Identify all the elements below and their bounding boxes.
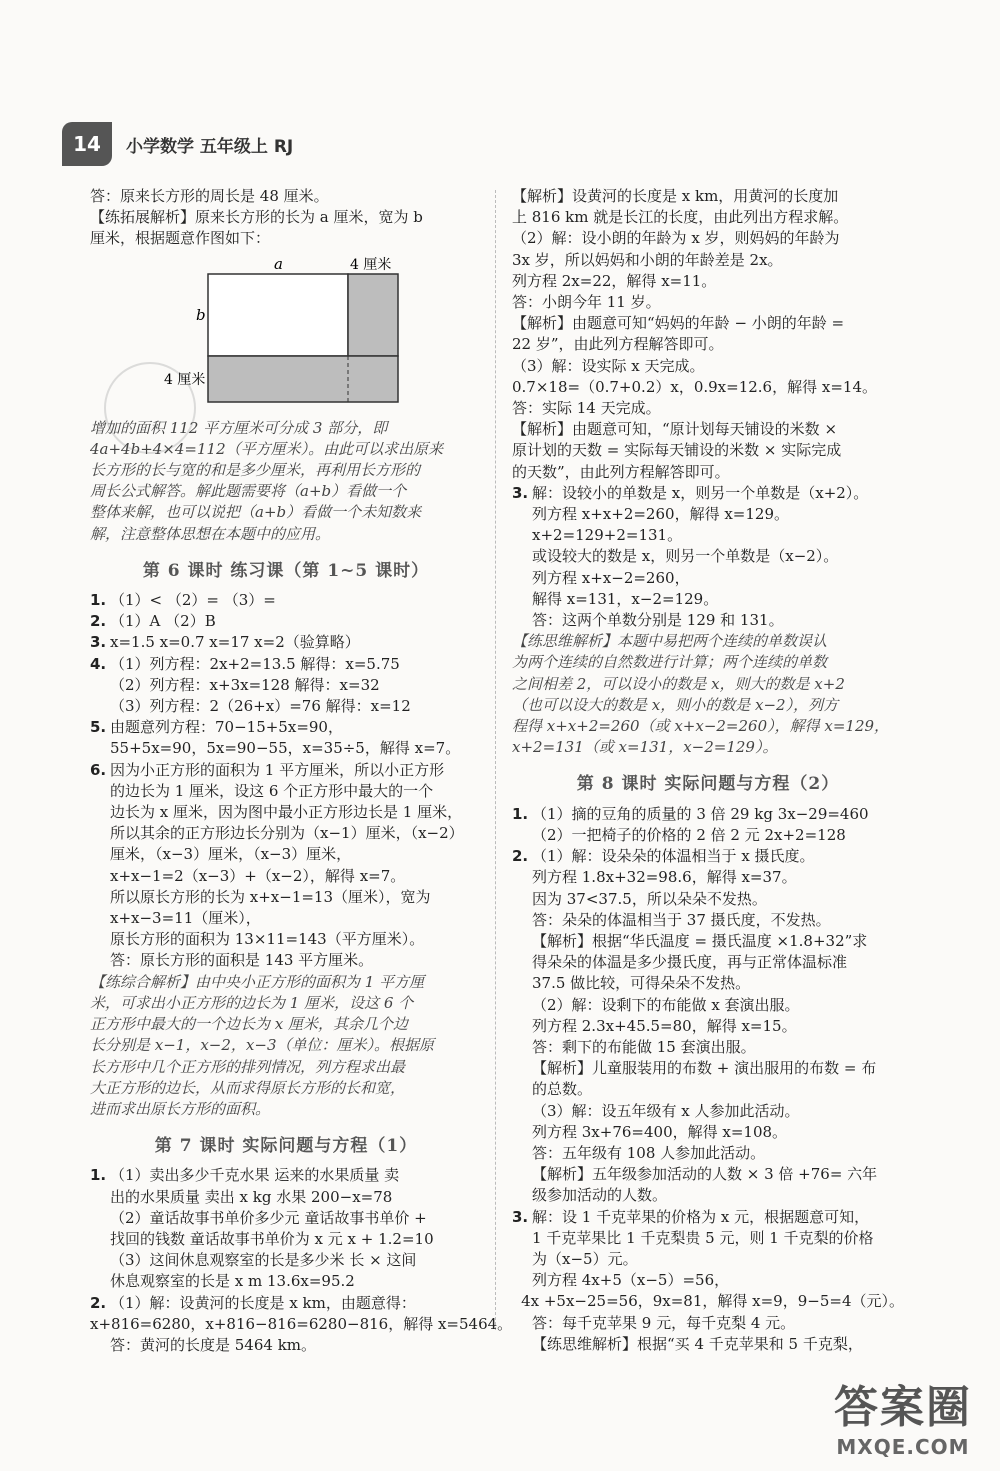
answer-line bbox=[512, 1079, 904, 1100]
question-number bbox=[90, 887, 110, 908]
question-number bbox=[512, 1101, 532, 1122]
question-number bbox=[90, 844, 110, 865]
text-line: 正方形中最大的一个边长为 x 厘米，其余几个边 bbox=[90, 1015, 408, 1034]
answer-line bbox=[90, 844, 482, 865]
right-part1 bbox=[512, 186, 904, 483]
text-line: 【练拓展解析】原来长方形的长为 a 厘米，宽为 b bbox=[90, 208, 423, 227]
answer-text: 【解析】五年级参加活动的人数 × 3 倍 +76= 六年 bbox=[532, 1165, 878, 1184]
question-number bbox=[90, 1208, 110, 1229]
answer-text: 解：设 1 千克苹果的价格为 x 元，根据题意可知， bbox=[532, 1207, 870, 1226]
book-title: 小学数学 五年级上 RJ bbox=[126, 136, 294, 157]
answer-text: 由题意列方程：70−15+5x=90， bbox=[110, 718, 343, 737]
answer-line bbox=[512, 1164, 904, 1185]
right-column bbox=[512, 186, 904, 1355]
lesson-8-title: 第 8 课时 实际问题与方程（2） bbox=[576, 774, 840, 795]
question-3-note bbox=[512, 631, 904, 758]
question-number bbox=[512, 825, 532, 846]
lesson-7-title: 第 7 课时 实际问题与方程（1） bbox=[154, 1136, 418, 1157]
answer-text: 【解析】儿童服装用的布数 + 演出服用的布数 = 布 bbox=[532, 1059, 877, 1078]
answer-text: （1）摘的豆角的质量的 3 倍 29 kg 3x−29=460 bbox=[532, 804, 869, 823]
page-header bbox=[62, 122, 293, 166]
page-number: 14 bbox=[62, 122, 112, 166]
answer-line bbox=[90, 1250, 482, 1271]
answer-text: 列方程 2.3x+45.5=80，解得 x=15。 bbox=[532, 1016, 797, 1035]
answer-line bbox=[90, 1293, 482, 1314]
text-line: 3x 岁，所以妈妈和小朗的年龄差是 2x。 bbox=[512, 250, 783, 269]
text-line: 的天数”，由此列方程解答即可。 bbox=[512, 462, 730, 481]
text-line: （3）解：设实际 x 天完成。 bbox=[512, 356, 705, 375]
text-line: 解，注意整体思想在本题中的应用。 bbox=[90, 524, 331, 543]
answer-line bbox=[90, 654, 482, 675]
answer-text: 答：剩下的布能做 15 套演出服。 bbox=[532, 1037, 756, 1056]
question-number: 1. bbox=[90, 1166, 107, 1185]
text-line: 厘米，根据题意作图如下： bbox=[90, 229, 271, 248]
answer-line bbox=[90, 1187, 482, 1208]
answer-line bbox=[90, 1271, 482, 1292]
question-number bbox=[90, 802, 110, 823]
answer-text: 答：原长方形的面积是 143 平方厘米。 bbox=[110, 951, 374, 970]
answer-line bbox=[512, 910, 904, 931]
question-number bbox=[90, 738, 110, 759]
question-number bbox=[512, 973, 532, 994]
question-number bbox=[512, 952, 532, 973]
answer-line bbox=[90, 738, 482, 759]
answer-text: 答：每千克苹果 9 元，每千克梨 4 元。 bbox=[532, 1313, 796, 1332]
answer-line bbox=[90, 929, 482, 950]
answer-text: x+2=129+2=131。 bbox=[532, 526, 683, 545]
answer-line bbox=[90, 611, 482, 632]
answer-line bbox=[512, 804, 904, 825]
question-number bbox=[512, 1334, 532, 1355]
text-line: 长方形的长与宽的和是多少厘米，再利用长方形的 bbox=[90, 461, 421, 480]
answer-text: 级参加活动的人数。 bbox=[532, 1186, 668, 1205]
answer-text: 原长方形的面积为 13×11=143（平方厘米）。 bbox=[110, 930, 425, 949]
lesson-8-answers bbox=[512, 804, 904, 1355]
answer-line bbox=[512, 846, 904, 867]
question-number: 3. bbox=[512, 1207, 529, 1226]
lesson-7-answers bbox=[90, 1165, 513, 1356]
answer-line bbox=[512, 973, 904, 994]
answer-text: （1）解：设朵朵的体温相当于 x 摄氏度。 bbox=[532, 847, 815, 866]
question-number bbox=[90, 1187, 110, 1208]
text-line: 大正方形的边长，从而求得原长方形的长和宽， bbox=[90, 1078, 406, 1097]
question-number: 1. bbox=[90, 591, 107, 610]
answer-line bbox=[512, 568, 904, 589]
text-line: 答：原来长方形的周长是 48 厘米。 bbox=[90, 187, 329, 205]
answer-text: 或设较大的数是 x，则另一个单数是（x−2）。 bbox=[532, 547, 839, 566]
answer-text: 所以原长方形的长为 x+x−1=13（厘米），宽为 bbox=[110, 887, 431, 906]
answer-line bbox=[512, 952, 904, 973]
text-line: 答：小朗今年 11 岁。 bbox=[512, 293, 661, 312]
question-number: 3. bbox=[90, 633, 107, 652]
label-4cm-top: 4 厘米 bbox=[350, 256, 392, 273]
text-line: 增加的面积 112 平方厘米可分成 3 部分，即 bbox=[90, 418, 388, 437]
question-number bbox=[512, 589, 532, 610]
answer-line bbox=[90, 1208, 482, 1229]
question-number: 2. bbox=[512, 847, 529, 866]
answer-line bbox=[90, 1229, 482, 1250]
text-line: 0.7×18=（0.7+0.2）x，0.9x=12.6，解得 x=14。 bbox=[512, 377, 877, 396]
question-number bbox=[512, 1185, 532, 1206]
question-number bbox=[90, 866, 110, 887]
answer-line bbox=[90, 887, 482, 908]
answer-line bbox=[512, 1334, 904, 1355]
question-number: 4. bbox=[90, 654, 107, 673]
answer-text: （1）卖出多少千克水果 运来的水果质量 卖 bbox=[110, 1166, 400, 1185]
question-number bbox=[512, 546, 532, 567]
question-number bbox=[512, 1228, 532, 1249]
question-number bbox=[512, 1079, 532, 1100]
question-3 bbox=[512, 483, 904, 631]
answer-text: 37.5 做比较，可得朵朵不发热。 bbox=[532, 974, 751, 993]
answer-line bbox=[90, 781, 482, 802]
question-number bbox=[90, 1229, 110, 1250]
question-number bbox=[512, 525, 532, 546]
answer-line bbox=[512, 1101, 904, 1122]
answer-line bbox=[90, 950, 482, 971]
text-line: 整体来解，也可以说把（a+b）看做一个未知数来 bbox=[90, 503, 422, 522]
answer-text: 【练思维解析】根据“买 4 千克苹果和 5 千克梨， bbox=[532, 1334, 863, 1353]
answer-line bbox=[512, 525, 904, 546]
question-number bbox=[90, 908, 110, 929]
answer-line bbox=[90, 696, 482, 717]
answer-text: 【解析】根据“华氏温度 = 摄氏温度 ×1.8+32”求 bbox=[532, 931, 868, 950]
answer-text: 找回的钱数 童话故事书单价为 x 元 x + 1.2=10 bbox=[110, 1229, 434, 1248]
watermark-logo bbox=[834, 1371, 972, 1459]
question-number bbox=[512, 1037, 532, 1058]
answer-text: 1 千克苹果比 1 千克梨贵 5 元，则 1 千克梨的价格 bbox=[532, 1228, 874, 1247]
rectangle-figure bbox=[90, 254, 482, 412]
label-4cm-left: 4 厘米 bbox=[164, 371, 206, 388]
lesson-6-title: 第 6 课时 练习课（第 1~5 课时） bbox=[142, 560, 430, 581]
question-number bbox=[90, 1335, 110, 1356]
answer-text: 因为 37<37.5，所以朵朵不发热。 bbox=[532, 889, 767, 908]
answer-line bbox=[90, 632, 482, 653]
text-line: 列方程 2x=22，解得 x=11。 bbox=[512, 271, 717, 290]
answer-line bbox=[512, 483, 904, 504]
answer-line bbox=[90, 823, 482, 844]
answer-text: （2）一把椅子的价格的 2 倍 2 元 2x+2=128 bbox=[532, 825, 846, 844]
answer-line bbox=[512, 1207, 904, 1228]
answer-line bbox=[512, 1270, 904, 1291]
answer-line bbox=[90, 760, 482, 781]
answer-text: （3）列方程：2（26+x）=76 解得：x=12 bbox=[110, 697, 411, 716]
answer-text: 的边长为 1 厘米，设这 6 个正方形中最大的一个 bbox=[110, 781, 434, 800]
column-divider bbox=[495, 190, 496, 1330]
question-number bbox=[90, 1250, 110, 1271]
question-number bbox=[512, 931, 532, 952]
question-number bbox=[90, 823, 110, 844]
text-line: （也可以设大的数是 x，则小的数是 x−2），列方 bbox=[512, 695, 839, 714]
text-line: 【解析】由题意可知，“原计划每天铺设的米数 × bbox=[512, 420, 838, 439]
question-number bbox=[90, 675, 110, 696]
question-number bbox=[90, 950, 110, 971]
text-line: 长分别是 x−1，x−2，x−3（单位：厘米）。根据原 bbox=[90, 1036, 434, 1055]
question-number bbox=[512, 995, 532, 1016]
watermark-text: 答案圈 bbox=[834, 1382, 972, 1433]
question-number bbox=[512, 889, 532, 910]
answer-text: 答：这两个单数分别是 129 和 131。 bbox=[532, 611, 784, 630]
answer-text: x=1.5 x=0.7 x=17 x=2（验算略） bbox=[110, 633, 360, 652]
question-number bbox=[512, 867, 532, 888]
question-number bbox=[512, 1249, 532, 1270]
answer-text: 答：五年级有 108 人参加此活动。 bbox=[532, 1143, 766, 1162]
text-line: 【解析】由题意可知“妈妈的年龄 − 小朗的年龄 = bbox=[512, 314, 845, 333]
text-line: 程得 x+x+2=260（或 x+x−2=260），解得 x=129， bbox=[512, 717, 890, 736]
text-line: 米，可求出小正方形的边长为 1 厘米，设这 6 个 bbox=[90, 993, 414, 1012]
question-number bbox=[90, 781, 110, 802]
answer-line bbox=[512, 1291, 904, 1312]
question-number bbox=[512, 910, 532, 931]
answer-text: 4x +5x−25=56，9x=81，解得 x=9，9−5=4（元）。 bbox=[521, 1292, 904, 1311]
question-number bbox=[512, 1313, 532, 1334]
answer-line bbox=[512, 1016, 904, 1037]
question-number: 1. bbox=[512, 804, 529, 823]
answer-line bbox=[512, 1313, 904, 1334]
figure-explanation bbox=[90, 418, 482, 545]
answer-line bbox=[512, 1185, 904, 1206]
answer-text: （1）解：设黄河的长度是 x km，由题意得： bbox=[110, 1293, 416, 1312]
answer-line bbox=[512, 995, 904, 1016]
question-number: 3. bbox=[512, 483, 529, 502]
answer-line bbox=[90, 590, 482, 611]
text-line: 答：实际 14 天完成。 bbox=[512, 399, 661, 418]
answer-text: x+x−3=11（厘米）， bbox=[110, 909, 261, 928]
label-b: b bbox=[196, 305, 206, 324]
answer-line bbox=[512, 610, 904, 631]
answer-line bbox=[512, 825, 904, 846]
answer-line bbox=[512, 931, 904, 952]
text-line: 4a+4b+4×4=112（平方厘米）。由此可以求出原来 bbox=[90, 439, 444, 458]
text-line: 上 816 km 就是长江的长度，由此列出方程求解。 bbox=[512, 208, 849, 227]
answer-line bbox=[90, 1165, 482, 1186]
question-number bbox=[512, 610, 532, 631]
question-number: 2. bbox=[90, 612, 107, 631]
answer-text: （3）这间休息观察室的长是多少米 长 × 这间 bbox=[110, 1251, 417, 1270]
text-line: 周长公式解答。解此题需要将（a+b）看做一个 bbox=[90, 482, 407, 501]
question-number bbox=[512, 504, 532, 525]
answer-line bbox=[90, 866, 482, 887]
text-line: 为两个连续的自然数进行计算；两个连续的单数 bbox=[512, 653, 828, 672]
question-number bbox=[512, 1291, 521, 1312]
text-line: 22 岁”，由此列方程解答即可。 bbox=[512, 335, 724, 354]
question-number bbox=[512, 1164, 532, 1185]
answer-text: 因为小正方形的面积为 1 平方厘米，所以小正方形 bbox=[110, 760, 445, 779]
answer-text: 55+5x=90，5x=90−55，x=35÷5，解得 x=7。 bbox=[110, 739, 461, 758]
question-number: 2. bbox=[90, 1293, 107, 1312]
answer-text: （1）A （2）B bbox=[110, 612, 216, 631]
answer-line bbox=[90, 1335, 482, 1356]
question-number bbox=[512, 1016, 532, 1037]
answer-line bbox=[512, 867, 904, 888]
answer-text: 出的水果质量 卖出 x kg 水果 200−x=78 bbox=[110, 1187, 393, 1206]
answer-line bbox=[512, 546, 904, 567]
lesson-6-answers bbox=[90, 590, 482, 972]
answer-text: （2）列方程：x+3x=128 解得：x=32 bbox=[110, 675, 380, 694]
question-number bbox=[512, 1058, 532, 1079]
answer-text: 解得 x=131，x−2=129。 bbox=[532, 589, 719, 608]
watermark-url: MXQE.COM bbox=[836, 1435, 970, 1459]
question-number bbox=[512, 568, 532, 589]
text-line: 【解析】设黄河的长度是 x km，用黄河的长度加 bbox=[512, 187, 839, 205]
answer-text: （2）童话故事书单价多少元 童话故事书单价 + bbox=[110, 1208, 427, 1227]
answer-text: 所以其余的正方形边长分别为（x−1）厘米，（x−2） bbox=[110, 824, 464, 843]
text-line: 【练思维解析】本题中易把两个连续的单数误认 bbox=[512, 632, 828, 651]
question-number: 5. bbox=[90, 718, 107, 737]
text-line: 原计划的天数 = 实际每天铺设的米数 × 实际完成 bbox=[512, 441, 842, 460]
answer-line bbox=[512, 589, 904, 610]
text-line: 【练综合解析】由中央小正方形的面积为 1 平方厘 bbox=[90, 972, 425, 991]
answer-text: 厘米，（x−3）厘米，（x−3）厘米， bbox=[110, 845, 352, 864]
text-line: 进而求出原长方形的面积。 bbox=[90, 1099, 271, 1118]
intro-block bbox=[90, 186, 482, 250]
text-line: x+2=131（或 x=131，x−2=129）。 bbox=[512, 738, 778, 757]
question-number bbox=[512, 1122, 532, 1143]
question-number bbox=[90, 929, 110, 950]
answer-line bbox=[512, 504, 904, 525]
label-a: a bbox=[274, 254, 283, 273]
question-number bbox=[90, 696, 110, 717]
answer-line bbox=[512, 1058, 904, 1079]
answer-text: 答：朵朵的体温相当于 37 摄氏度，不发热。 bbox=[532, 910, 831, 929]
answer-text: x+x−1=2（x−3）+（x−2），解得 x=7。 bbox=[110, 866, 406, 885]
answer-text: 列方程 x+x+2=260，解得 x=129。 bbox=[532, 505, 789, 524]
answer-line bbox=[512, 1249, 904, 1270]
answer-text: （1）列方程：2x+2=13.5 解得：x=5.75 bbox=[110, 654, 400, 673]
answer-text: （1）< （2）= （3）= bbox=[110, 591, 276, 610]
answer-text: 列方程 3x+76=400，解得 x=108。 bbox=[532, 1122, 788, 1141]
answer-line bbox=[90, 908, 482, 929]
lesson-6-note bbox=[90, 972, 482, 1120]
left-column bbox=[90, 186, 513, 1356]
answer-line bbox=[90, 717, 482, 738]
answer-text: 列方程 4x+5（x−5）=56， bbox=[532, 1271, 730, 1290]
answer-text: （3）解：设五年级有 x 人参加此活动。 bbox=[532, 1101, 800, 1120]
answer-line bbox=[90, 1314, 513, 1335]
answer-text: x+816=6280，x+816−816=6280−816，解得 x=5464。 bbox=[90, 1314, 513, 1333]
rectangle-diagram bbox=[90, 254, 482, 412]
answer-text: 解：设较小的单数是 x，则另一个单数是（x+2）。 bbox=[532, 483, 869, 502]
answer-text: 的总数。 bbox=[532, 1080, 593, 1099]
question-number bbox=[512, 1143, 532, 1164]
answer-line bbox=[512, 889, 904, 910]
text-line: （2）解：设小朗的年龄为 x 岁，则妈妈的年龄为 bbox=[512, 229, 840, 248]
text-line: 长方形中几个正方形的排列情况，列方程求出最 bbox=[90, 1057, 406, 1076]
answer-text: 列方程 1.8x+32=98.6，解得 x=37。 bbox=[532, 868, 797, 887]
answer-text: （2）解：设剩下的布能做 x 套演出服。 bbox=[532, 995, 800, 1014]
question-number bbox=[90, 1271, 110, 1292]
answer-text: 为（x−5）元。 bbox=[532, 1249, 638, 1268]
answer-text: 边长为 x 厘米，因为图中最小正方形边长是 1 厘米， bbox=[110, 803, 463, 822]
answer-line bbox=[90, 802, 482, 823]
text-line: 之间相差 2，可以设小的数是 x，则大的数是 x+2 bbox=[512, 674, 845, 693]
answer-line bbox=[512, 1037, 904, 1058]
answer-text: 休息观察室的长是 x m 13.6x=95.2 bbox=[110, 1272, 355, 1291]
answer-line bbox=[90, 675, 482, 696]
answer-text: 得朵朵的体温是多少摄氏度，再与正常体温标准 bbox=[532, 953, 848, 972]
question-number: 6. bbox=[90, 760, 107, 779]
answer-text: 答：黄河的长度是 5464 km。 bbox=[110, 1335, 317, 1354]
answer-line bbox=[512, 1122, 904, 1143]
question-number bbox=[512, 1270, 532, 1291]
answer-line bbox=[512, 1143, 904, 1164]
answer-line bbox=[512, 1228, 904, 1249]
answer-text: 列方程 x+x−2=260， bbox=[532, 568, 690, 587]
